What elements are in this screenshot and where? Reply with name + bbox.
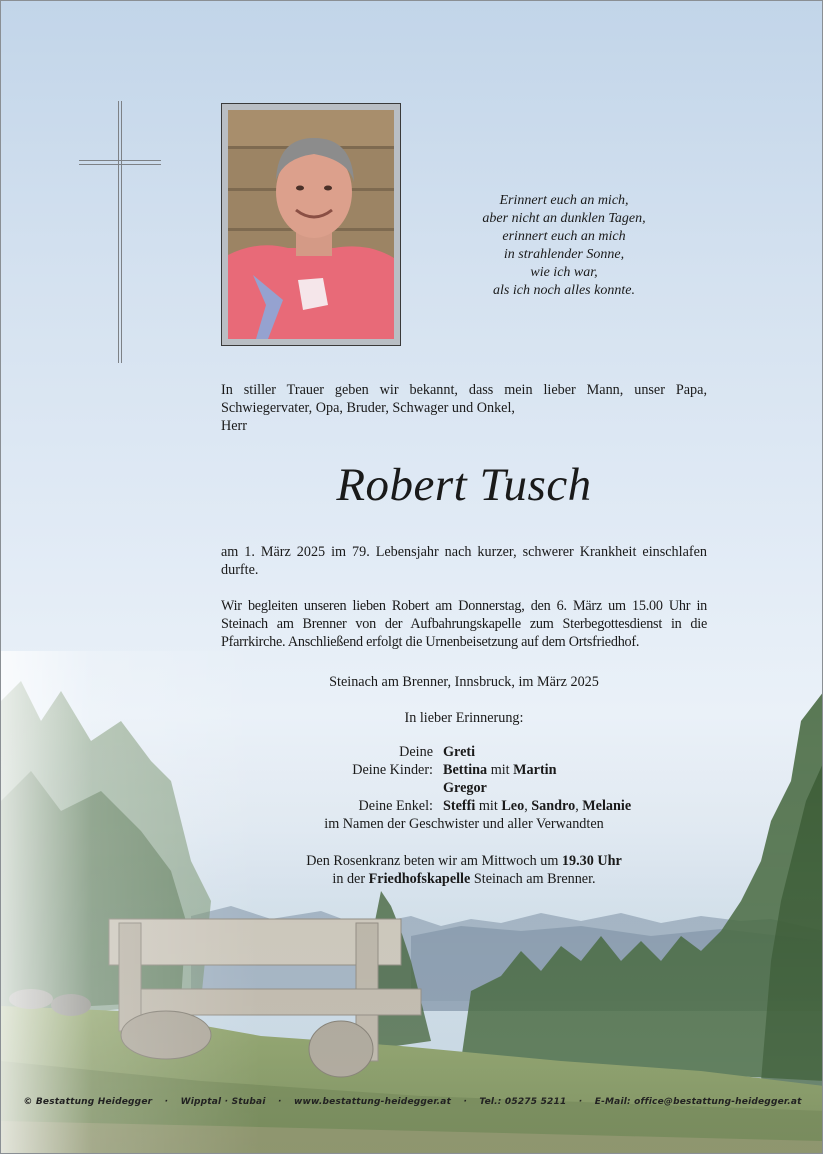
footer-separator: · — [164, 1097, 169, 1107]
place-date: Steinach am Brenner, Innsbruck, im März 2025 — [329, 674, 599, 690]
wife-label: Deine — [399, 744, 433, 760]
child-name: Gregor — [443, 780, 487, 796]
portrait-frame — [221, 103, 401, 346]
intro-text — [221, 381, 707, 435]
rosary-text: Den Rosenkranz beten wir am Mittwoch um — [306, 853, 562, 869]
footer-company: © Bestattung Heidegger — [23, 1097, 153, 1107]
grandchild-name: Steffi — [443, 798, 476, 814]
separator: , — [524, 798, 528, 814]
poem-line: in strahlender Sonne, — [503, 247, 625, 262]
poem-line: aber nicht an dunklen Tagen, — [482, 211, 646, 226]
intro-line-2: Schwiegervater, Opa, Bruder, Schwager und Onkel, — [221, 400, 515, 416]
child-name: Bettina — [443, 762, 488, 778]
poem — [434, 192, 694, 300]
funeral-notice: Wir begleiten unseren lieben Robert am Donnerstag, den 6. März um 15.00 Uhr in Steinach am Brenner von der Aufbahrungskapelle zum Sterbegottesdienst in die Pfarrkirche. Anschließend erfolgt die Urnenbeisetzung auf dem Ortsfriedhof. — [221, 598, 707, 650]
grandchild-name: Leo — [501, 798, 525, 814]
poem-line: Erinnert euch an mich, — [499, 193, 629, 208]
rosary-text: in der — [332, 871, 369, 887]
rosary-notice — [221, 852, 707, 888]
footer-email-link[interactable]: E-Mail: office@bestattung-heidegger.at — [594, 1097, 802, 1107]
footer-phone: Tel.: 05275 5211 — [479, 1097, 567, 1107]
footer-region: Wipptal · Stubai — [180, 1097, 266, 1107]
footer-separator: · — [578, 1097, 583, 1107]
separator: , — [575, 798, 579, 814]
rosary-time: 19.30 Uhr — [561, 853, 622, 869]
memory-label: In lieber Erinnerung: — [404, 710, 524, 726]
deceased-name: Robert Tusch — [336, 459, 592, 511]
wife-name: Greti — [443, 744, 476, 760]
grandchildren-line — [443, 797, 631, 815]
grandchild-name: Melanie — [582, 798, 632, 814]
partner-name: Martin — [513, 762, 557, 778]
grandchild-name: Sandro — [531, 798, 576, 814]
children-label: Deine Kinder: — [352, 762, 433, 778]
intro-line-3: Herr — [221, 418, 247, 434]
footer — [1, 1097, 823, 1107]
intro-line-1: In stiller Trauer geben wir bekannt, dass mein lieber Mann, unser Papa, — [221, 382, 707, 398]
grandchildren-label: Deine Enkel: — [358, 798, 433, 814]
mit-text: mit — [490, 762, 510, 778]
mit-text: mit — [478, 798, 498, 814]
footer-separator: · — [277, 1097, 282, 1107]
rosary-text: Steinach am Brenner. — [470, 871, 596, 887]
portrait-photo — [228, 110, 394, 339]
footer-website-link[interactable]: www.bestattung-heidegger.at — [293, 1097, 452, 1107]
footer-separator: · — [463, 1097, 468, 1107]
chapel-name: Friedhofskapelle — [368, 871, 471, 887]
poem-line: erinnert euch an mich — [502, 229, 626, 244]
siblings-line: im Namen der Geschwister und aller Verwandten — [324, 816, 604, 832]
death-notice: am 1. März 2025 im 79. Lebensjahr nach kurzer, schwerer Krankheit einschlafen durfte. — [221, 544, 707, 578]
children-line — [443, 761, 557, 779]
cross-horizontal — [79, 160, 161, 165]
poem-line: wie ich war, — [530, 265, 598, 280]
cross-vertical — [118, 101, 122, 363]
poem-line: als ich noch alles konnte. — [493, 283, 635, 298]
